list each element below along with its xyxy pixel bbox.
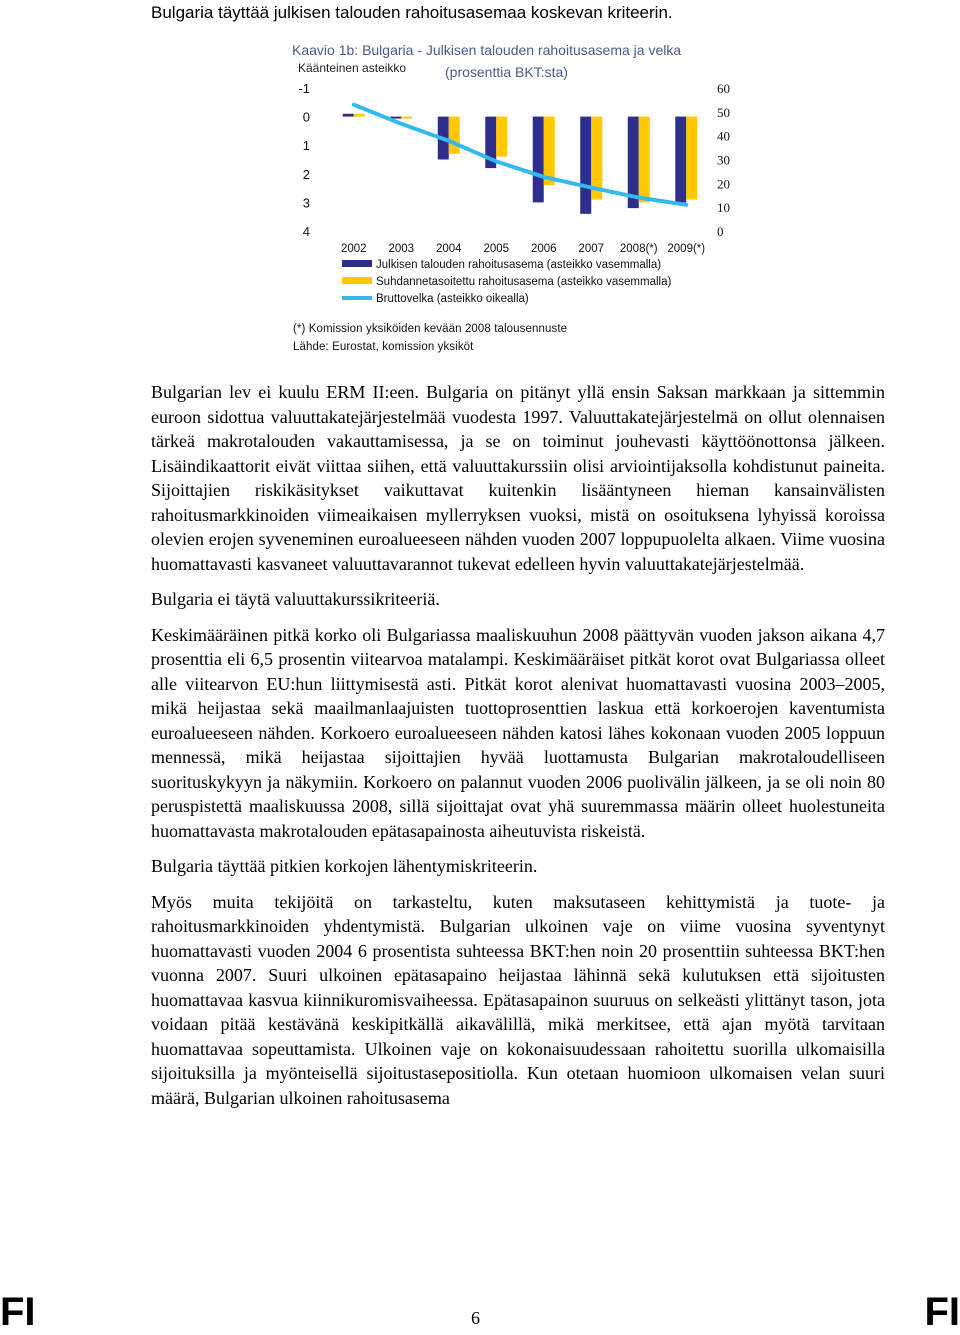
chart-title-prefix: Kaavio 1b: <box>292 42 363 58</box>
x-axis-tick-label: 2006 <box>530 243 557 255</box>
balance-bar <box>580 117 591 214</box>
x-axis-tick-label: 2007 <box>578 243 605 255</box>
footer-language-right: FI <box>924 1290 960 1334</box>
legend-label: Bruttovelka (asteikko oikealla) <box>376 293 529 305</box>
balance-bar <box>533 117 544 203</box>
right-axis-tick-label: 10 <box>717 200 730 216</box>
right-axis-tick-label: 60 <box>717 81 730 96</box>
adjusted-balance-bar <box>449 117 460 154</box>
left-axis-note: Käänteinen asteikko <box>298 61 407 75</box>
legend-label: Julkisen talouden rahoitusasema (asteikko vasemmalla) <box>376 259 662 271</box>
right-axis-tick-label: 0 <box>717 224 724 239</box>
x-axis-tick-label: 2008(*) <box>619 243 658 255</box>
x-axis-tick-label: 2002 <box>340 243 367 255</box>
chart-source: Lähde: Eurostat, komission yksiköt <box>293 341 474 353</box>
x-axis-tick-label: 2009(*) <box>667 243 706 255</box>
paragraph: Myös muita tekijöitä on tarkasteltu, kuten maksutaseen kehittymistä ja tuote- ja rahoitusmarkkinoiden yhdentymistä. Bulgarian ulkoinen vaje on viime vuosina syventynyt huomattavasti vuoden 2004 6 prosentista suhteessa BKT:hen noin 20 prosenttiin suhteessa BKT:hen vuonna 2007. Suuri ulkoinen epätasapaino heijastaa lähinnä sekä kulutuksen että sijoitusten huomattavaa kasvua kiinnikuromisvaiheessa. Epätasapainon suuruus on selkeästi ylittänyt tason, jota voidaan pitää kestävänä keskipitkällä aikavälillä, mikä merkitsee, että ajan myötä tarvitaan huomattavaa sopeuttamista. Ulkoinen vaje on kokonaisuudessaan rahoitettu suorilla ulkomaisilla sijoituksilla ja myönteisellä sijoitustasepositiolla. Kun otetaan huomioon ulkomaisen velan suuri määrä, Bulgarian ulkoinen rahoitusasema <box>151 891 885 1108</box>
left-axis-tick-label: 1 <box>302 138 310 154</box>
chart-plot <box>280 36 760 336</box>
adjusted-balance-bar <box>496 117 507 157</box>
legend-swatch <box>342 260 372 267</box>
chart-subtitle: (prosenttia BKT:sta) <box>445 64 568 80</box>
paragraph: Bulgaria ei täytä valuuttakurssikriteeriä. <box>151 589 440 609</box>
legend-swatch <box>342 296 372 300</box>
chart-title-main: Bulgaria - Julkisen talouden rahoitusasema ja velka <box>362 42 682 58</box>
paragraph: Keskimääräinen pitkä korko oli Bulgariassa maaliskuuhun 2008 päättyvän vuoden jakson aikana 4,7 prosenttia eli 6,5 prosentin viitearvoa matalampi. Keskimääräiset pitkät korot ovat Bulgariassa olleet alle viitearvon EU:hun liittymisestä asti. Pitkät korot alenivat huomattavasti vuosina 2003–2005, mikä heijastaa sekä maailmanlaajuisten tuottoprosenttien laskua että korkoerojen kaventumista euroalueeseen nähden. Korkoero euroalueeseen nähden katosi lähes kokonaan vuoden 2005 loppuun mennessä, mikä heijastaa sijoittajien hyvää luottamusta Bulgarian makrotaloudelliseen suorituskykyyn ja näkymiin. Korkoero on palannut vuoden 2006 puolivälin jälkeen, ja se oli noin 80 peruspistettä maaliskuussa 2008, sillä sijoittajat ovat yhä suuremmassa määrin olleet huolestuneita huomattavasta makrotalouden epätasapainosta aiheutuvista riskeistä. <box>151 624 885 841</box>
legend-swatch <box>342 277 372 284</box>
left-axis-tick-label: 3 <box>302 195 310 211</box>
x-axis-tick-label: 2005 <box>483 243 510 255</box>
paragraph: Bulgarian lev ei kuulu ERM II:een. Bulgaria on pitänyt yllä ensin Saksan markkaan ja sittemmin euroon sidottua valuuttakatejärjestelmää vuodesta 1997. Valuuttakatejärjestelmä on ollut olennaisen tärkeä makrotalouden vakauttamisessa, ja se on toiminut jouhevasti käyttöönottonsa jälkeen. Lisäindikaattorit eivät viittaa siihen, että valuuttakurssiin olisi arviointijaksolla kohdistunut paineita. Sijoittajien riskikäsitykset vaikuttavat kuitenkin lisääntyneen hieman kansainvälisten rahoitusmarkkinoiden viimeaikaisen myllerryksen vuoksi, mistä on osoituksena lyhyissä koroissa olevien erojen syveneminen euroalueeseen nähden vuoden 2007 loppupuolelta alkaen. Viime vuosina huomattavasti kasvaneet valuuttavarannot tukevat edelleen hyvin valuuttakatejärjestelmää. <box>151 382 885 574</box>
x-axis-tick-label: 2004 <box>435 243 462 255</box>
right-axis-tick-label: 50 <box>717 104 730 120</box>
section-heading: Bulgaria täyttää julkisen talouden rahoitusasemaa koskevan kriteerin. <box>151 3 673 22</box>
footer-language-left: FI <box>0 1290 36 1334</box>
chart-footnote: (*) Komission yksiköiden kevään 2008 talousennuste <box>293 323 568 335</box>
x-axis-tick-label: 2003 <box>388 243 415 255</box>
left-axis-tick-label: 2 <box>302 166 310 182</box>
adjusted-balance-bar <box>686 117 697 200</box>
chart-figure <box>280 36 760 366</box>
page-number: 6 <box>471 1308 480 1328</box>
left-axis-tick-label: 4 <box>302 224 310 239</box>
body-text <box>151 380 885 1121</box>
right-axis-tick-label: 40 <box>717 128 730 144</box>
right-axis-tick-label: 20 <box>717 176 730 192</box>
left-axis-tick-label: -1 <box>298 81 310 96</box>
right-axis-tick-label: 30 <box>717 152 730 168</box>
legend-label: Suhdannetasoitettu rahoitusasema (asteikko vasemmalla) <box>376 276 672 288</box>
adjusted-balance-bar <box>354 114 365 117</box>
balance-bar <box>343 114 354 117</box>
adjusted-balance-bar <box>639 117 650 203</box>
adjusted-balance-bar <box>401 117 412 119</box>
left-axis-tick-label: 0 <box>302 109 310 125</box>
adjusted-balance-bar <box>544 117 555 186</box>
balance-bar <box>675 117 686 203</box>
paragraph: Bulgaria täyttää pitkien korkojen lähentymiskriteerin. <box>151 856 538 876</box>
